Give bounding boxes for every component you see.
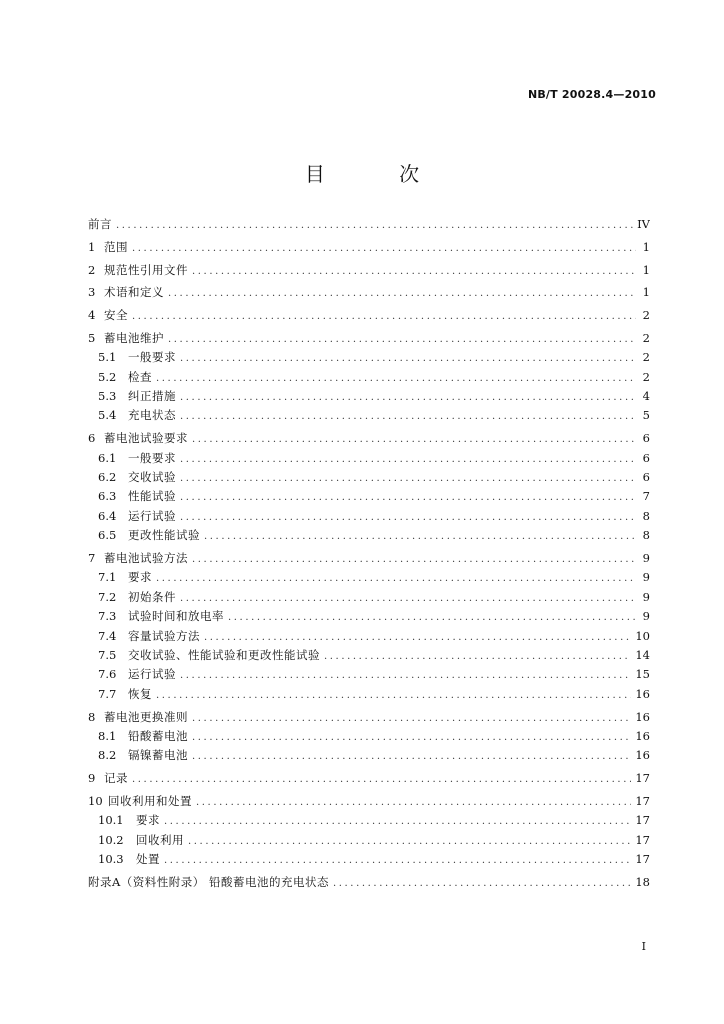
toc-entry-label: 试验时间和放电率 xyxy=(128,609,224,624)
toc-entry-number: 8.2 xyxy=(98,748,117,763)
toc-entry-page: 9 xyxy=(642,609,650,624)
toc-entry-label: 恢复 xyxy=(128,686,152,701)
toc-title: 目 次 xyxy=(304,162,454,186)
toc-entry-label: 检查 xyxy=(128,369,152,384)
toc-entry[interactable] xyxy=(88,709,650,727)
toc-entry[interactable] xyxy=(88,284,650,302)
toc-entry[interactable] xyxy=(88,628,650,646)
toc-entry-number: 7.3 xyxy=(98,609,117,624)
toc-entry-number: 6.2 xyxy=(98,470,117,485)
dot-leader xyxy=(196,797,631,808)
toc-entry-number: 7.7 xyxy=(98,686,117,701)
dot-leader xyxy=(192,751,631,762)
dot-leader xyxy=(180,593,636,604)
toc-entry[interactable] xyxy=(88,527,650,545)
toc-entry-label: 铅酸蓄电池 xyxy=(128,728,188,743)
toc-entry-label: 安全 xyxy=(104,308,128,323)
toc-entry-page: 16 xyxy=(635,709,650,724)
toc-entry-label: 蓄电池维护 xyxy=(104,330,164,345)
dot-leader xyxy=(156,573,636,584)
dot-leader xyxy=(132,243,636,254)
toc-entry-page: 10 xyxy=(635,628,650,643)
toc-entry-number: 10.2 xyxy=(98,832,124,847)
toc-entry-number: 10 xyxy=(88,793,103,808)
toc-entry-number: 5.2 xyxy=(98,369,117,384)
toc-entry-number: 5.3 xyxy=(98,389,117,404)
toc-entry-number: 7.6 xyxy=(98,667,117,682)
toc-entry[interactable] xyxy=(88,508,650,526)
toc-entry-number: 7.1 xyxy=(98,570,117,585)
toc-entry[interactable] xyxy=(88,430,650,448)
dot-leader xyxy=(180,670,631,681)
toc-entry[interactable] xyxy=(88,450,650,468)
toc-entry[interactable] xyxy=(88,812,650,830)
toc-entry-label: 一般要求 xyxy=(128,350,176,365)
toc-entry-page: 17 xyxy=(635,832,650,847)
toc-entry-label: 附录A（资料性附录） 铅酸蓄电池的充电状态 xyxy=(88,874,329,889)
toc-entry-number: 8 xyxy=(88,709,96,724)
toc-entry-number: 7.2 xyxy=(98,589,117,604)
toc-entry[interactable] xyxy=(88,569,650,587)
dot-leader xyxy=(156,373,636,384)
toc-entry-number: 6.4 xyxy=(98,508,117,523)
dot-leader xyxy=(164,816,631,827)
toc-entry-label: 一般要求 xyxy=(128,450,176,465)
toc-entry[interactable] xyxy=(88,239,650,257)
toc-entry-label: 镉镍蓄电池 xyxy=(128,748,188,763)
dot-leader xyxy=(192,732,631,743)
dot-leader xyxy=(168,334,636,345)
toc-entry-label: 蓄电池更换准则 xyxy=(104,709,188,724)
toc-entry-number: 7.4 xyxy=(98,628,117,643)
dot-leader xyxy=(180,411,636,422)
toc-entry-label: 纠正措施 xyxy=(128,389,176,404)
toc-entry-page: 15 xyxy=(635,667,650,682)
toc-entry-page: 17 xyxy=(635,852,650,867)
toc-entry-label: 回收利用和处置 xyxy=(108,793,192,808)
toc-entry-number: 1 xyxy=(88,239,96,254)
toc-entry-number: 8.1 xyxy=(98,728,117,743)
toc-entry-label: 容量试验方法 xyxy=(128,628,200,643)
toc-entry-page: 1 xyxy=(642,239,650,254)
toc-entry-label: 记录 xyxy=(104,771,128,786)
toc-entry-number: 6.5 xyxy=(98,528,117,543)
toc-entry[interactable] xyxy=(88,793,650,811)
toc-entry-page: 2 xyxy=(642,330,650,345)
toc-entry-label: 更改性能试验 xyxy=(128,528,200,543)
toc-entry-label: 蓄电池试验要求 xyxy=(104,431,188,446)
toc-entry-number: 7.5 xyxy=(98,647,117,662)
toc-entry[interactable] xyxy=(88,488,650,506)
toc-entry[interactable] xyxy=(88,407,650,425)
toc-entry-label: 规范性引用文件 xyxy=(104,262,188,277)
dot-leader xyxy=(116,220,633,231)
toc-entry-number: 5.4 xyxy=(98,408,117,423)
dot-leader xyxy=(180,353,636,364)
toc-entry-page: 2 xyxy=(642,308,650,323)
toc-entry[interactable] xyxy=(88,307,650,325)
toc-entry[interactable] xyxy=(88,851,650,869)
toc-entry[interactable] xyxy=(88,216,650,234)
toc-entry-label: 处置 xyxy=(136,852,160,867)
toc-entry-page: 17 xyxy=(635,813,650,828)
table-of-contents xyxy=(88,216,650,891)
standard-code: NB/T 20028.4—2010 xyxy=(527,88,656,101)
toc-entry[interactable] xyxy=(88,330,650,348)
dot-leader xyxy=(228,612,636,623)
toc-entry[interactable] xyxy=(88,608,650,626)
toc-entry-number: 9 xyxy=(88,771,96,786)
toc-entry[interactable] xyxy=(88,262,650,280)
toc-entry[interactable] xyxy=(88,874,650,892)
toc-entry-label: 交收试验 xyxy=(128,470,176,485)
toc-entry-page: 1 xyxy=(642,285,650,300)
toc-entry-page: 1 xyxy=(642,262,650,277)
toc-entry[interactable] xyxy=(88,747,650,765)
toc-entry-number: 5 xyxy=(88,330,96,345)
toc-entry-number: 3 xyxy=(88,285,96,300)
dot-leader xyxy=(192,434,636,445)
toc-entry-number: 6 xyxy=(88,431,96,446)
toc-entry-page: 7 xyxy=(642,489,650,504)
toc-entry-label: 性能试验 xyxy=(128,489,176,504)
toc-entry-page: 8 xyxy=(642,528,650,543)
toc-entry-number: 6.1 xyxy=(98,450,117,465)
toc-entry[interactable] xyxy=(88,666,650,684)
toc-entry-page: 17 xyxy=(635,793,650,808)
dot-leader xyxy=(192,266,636,277)
toc-entry[interactable] xyxy=(88,469,650,487)
dot-leader xyxy=(192,554,636,565)
dot-leader xyxy=(132,311,636,322)
toc-entry[interactable] xyxy=(88,770,650,788)
toc-entry-page: 18 xyxy=(635,874,650,889)
dot-leader xyxy=(168,288,636,299)
toc-entry-page: 5 xyxy=(642,408,650,423)
toc-entry-label: 术语和定义 xyxy=(104,285,164,300)
toc-entry-label: 充电状态 xyxy=(128,408,176,423)
dot-leader xyxy=(324,651,631,662)
toc-entry[interactable] xyxy=(88,388,650,406)
toc-entry-number: 6.3 xyxy=(98,489,117,504)
toc-entry[interactable] xyxy=(88,728,650,746)
toc-entry-label: 运行试验 xyxy=(128,667,176,682)
toc-entry-page: 4 xyxy=(642,389,650,404)
toc-entry-label: 前言 xyxy=(88,217,112,231)
toc-entry-page: 16 xyxy=(635,748,650,763)
dot-leader xyxy=(192,713,631,724)
toc-entry-number: 5.1 xyxy=(98,350,117,365)
toc-entry-page: 8 xyxy=(642,508,650,523)
toc-entry-number: 2 xyxy=(88,262,96,277)
dot-leader xyxy=(188,836,631,847)
toc-entry-label: 要求 xyxy=(128,570,152,585)
toc-entry-label: 交收试验、性能试验和更改性能试验 xyxy=(128,647,320,662)
toc-entry-page: 9 xyxy=(642,550,650,565)
toc-entry-number: 4 xyxy=(88,308,96,323)
toc-entry[interactable] xyxy=(88,550,650,568)
dot-leader xyxy=(204,531,636,542)
toc-entry-page: IV xyxy=(637,217,650,231)
toc-entry[interactable] xyxy=(88,686,650,704)
toc-entry-label: 运行试验 xyxy=(128,508,176,523)
toc-entry-number: 10.3 xyxy=(98,852,124,867)
toc-entry-number: 10.1 xyxy=(98,813,124,828)
toc-entry-label: 回收利用 xyxy=(136,832,184,847)
toc-entry[interactable] xyxy=(88,647,650,665)
toc-entry-page: 16 xyxy=(635,728,650,743)
toc-entry[interactable] xyxy=(88,369,650,387)
toc-entry-page: 14 xyxy=(635,647,650,662)
toc-entry[interactable] xyxy=(88,589,650,607)
toc-entry-page: 6 xyxy=(642,450,650,465)
toc-entry-label: 范围 xyxy=(104,239,128,254)
toc-entry-page: 16 xyxy=(635,686,650,701)
dot-leader xyxy=(156,690,631,701)
dot-leader xyxy=(180,454,636,465)
dot-leader xyxy=(333,878,631,889)
toc-entry-page: 2 xyxy=(642,369,650,384)
toc-entry-page: 2 xyxy=(642,350,650,365)
dot-leader xyxy=(180,473,636,484)
toc-entry-label: 要求 xyxy=(136,813,160,828)
toc-entry-label: 初始条件 xyxy=(128,589,176,604)
toc-entry-page: 17 xyxy=(635,771,650,786)
dot-leader xyxy=(204,632,631,643)
dot-leader xyxy=(180,492,636,503)
toc-entry-page: 6 xyxy=(642,470,650,485)
dot-leader xyxy=(180,392,636,403)
toc-entry-page: 9 xyxy=(642,589,650,604)
dot-leader xyxy=(180,512,636,523)
dot-leader xyxy=(132,774,631,785)
dot-leader xyxy=(164,855,631,866)
toc-entry[interactable] xyxy=(88,832,650,850)
toc-entry[interactable] xyxy=(88,349,650,367)
page-number: I xyxy=(641,940,646,953)
toc-entry-label: 蓄电池试验方法 xyxy=(104,550,188,565)
toc-entry-page: 9 xyxy=(642,570,650,585)
toc-entry-page: 6 xyxy=(642,431,650,446)
toc-entry-number: 7 xyxy=(88,550,96,565)
